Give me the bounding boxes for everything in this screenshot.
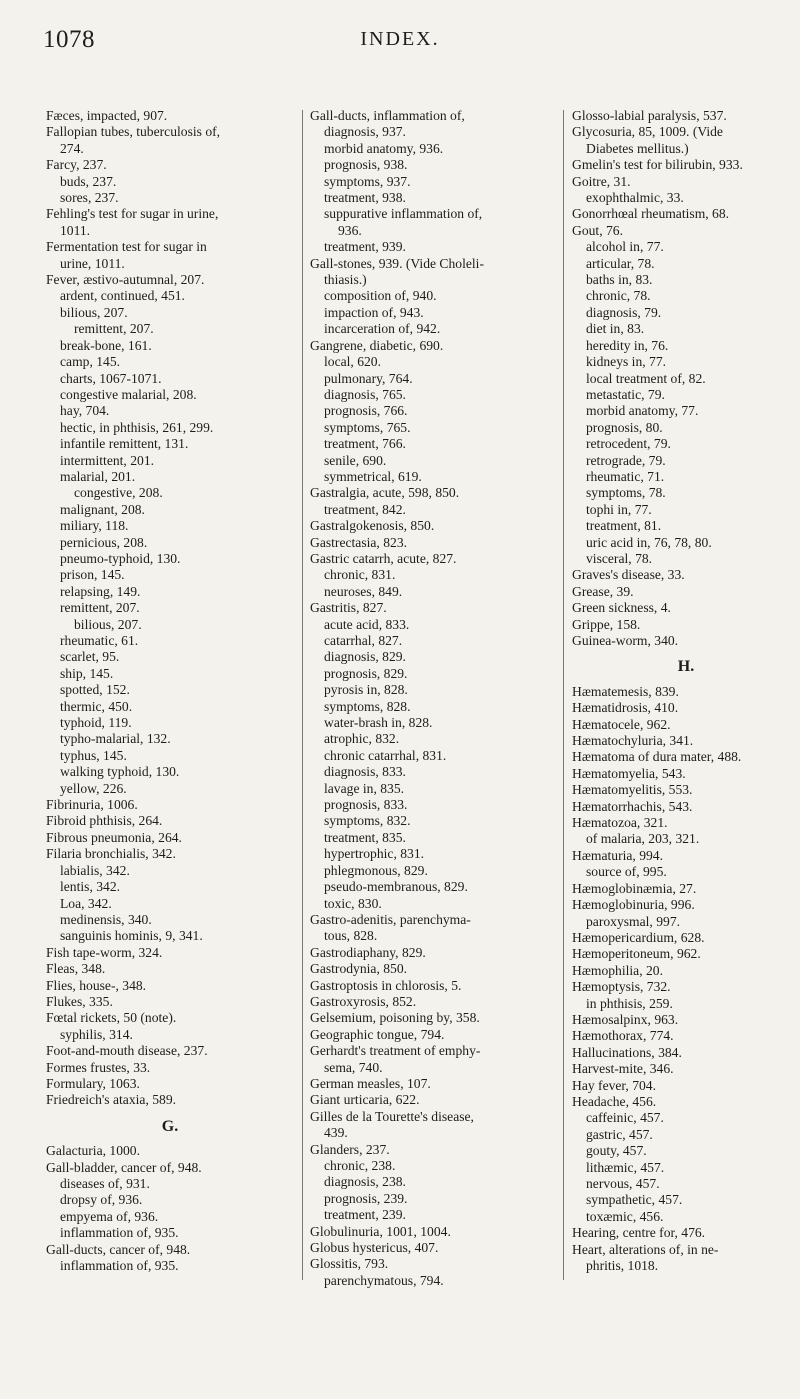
index-entry: prognosis, 829. bbox=[324, 665, 408, 681]
index-entry: Fallopian tubes, tuberculosis of, bbox=[46, 124, 221, 140]
index-entry: Farcy, 237. bbox=[46, 157, 107, 173]
index-entry: Hæmatomyelitis, 553. bbox=[572, 782, 693, 798]
index-entry: caffeinic, 457. bbox=[586, 1110, 664, 1126]
index-entry: Hæmatoma of dura mater, 488. bbox=[572, 749, 742, 765]
index-entry: catarrhal, 827. bbox=[324, 633, 403, 648]
index-entry: bilious, 207. bbox=[74, 616, 142, 632]
index-entry: hay, 704. bbox=[60, 403, 110, 419]
index-entry: morbid anatomy, 936. bbox=[324, 140, 444, 156]
index-entry: baths in, 83. bbox=[586, 272, 653, 288]
index-entry: source of, 995. bbox=[586, 864, 667, 880]
index-entry: Hæmoglobinuria, 996. bbox=[572, 897, 695, 913]
index-entry: toxic, 830. bbox=[324, 895, 382, 911]
index-entry: Gall-bladder, cancer of, 948. bbox=[46, 1159, 202, 1175]
index-entry: diagnosis, 238. bbox=[324, 1174, 406, 1190]
index-entry: nervous, 457. bbox=[586, 1176, 660, 1191]
index-entry: treatment, 842. bbox=[324, 501, 406, 517]
index-entry: prognosis, 80. bbox=[586, 419, 663, 435]
index-entry: ardent, continued, 451. bbox=[60, 288, 185, 304]
index-entry: urine, 1011. bbox=[60, 255, 125, 271]
index-entry: Fibrous pneumonia, 264. bbox=[46, 829, 182, 845]
index-entry: 1011. bbox=[60, 222, 91, 238]
index-entry: treatment, 239. bbox=[324, 1207, 406, 1223]
index-entry: Friedreich's ataxia, 589. bbox=[46, 1092, 177, 1108]
index-entry: gastric, 457. bbox=[586, 1126, 653, 1142]
index-entry: Grease, 39. bbox=[572, 583, 634, 599]
index-entry: Hæmatozoa, 321. bbox=[572, 815, 668, 831]
index-entry: alcohol in, 77. bbox=[586, 239, 664, 255]
index-entry: Hæmosalpinx, 963. bbox=[572, 1011, 679, 1027]
page-header bbox=[0, 26, 800, 66]
index-entry: Gastroxyrosis, 852. bbox=[310, 993, 417, 1009]
index-entry: chronic, 831. bbox=[324, 567, 396, 583]
index-entry: typho-malarial, 132. bbox=[60, 731, 171, 747]
index-entry: typhus, 145. bbox=[60, 747, 127, 763]
index-entry: prognosis, 833. bbox=[324, 797, 408, 813]
index-entry: Loa, 342. bbox=[60, 895, 112, 911]
index-entry: local, 620. bbox=[324, 354, 382, 370]
index-entry: Heart, alterations of, in ne- bbox=[572, 1241, 719, 1257]
index-entry: diet in, 83. bbox=[586, 321, 645, 337]
index-entry: relapsing, 149. bbox=[60, 583, 141, 599]
index-entry: Glosso-labial paralysis, 537. bbox=[572, 108, 727, 123]
index-entry: sanguinis hominis, 9, 341. bbox=[60, 928, 203, 944]
index-entry: lentis, 342. bbox=[60, 879, 121, 895]
index-entry: scarlet, 95. bbox=[60, 649, 120, 665]
index-entry: labialis, 342. bbox=[60, 862, 130, 878]
index-entry: typhoid, 119. bbox=[60, 715, 132, 731]
index-entry: sympathetic, 457. bbox=[586, 1192, 683, 1208]
index-entry: Glossitis, 793. bbox=[310, 1256, 389, 1272]
index-entry: camp, 145. bbox=[60, 354, 121, 370]
index-entry: symptoms, 828. bbox=[324, 698, 411, 714]
index-entry: break-bone, 161. bbox=[60, 337, 152, 353]
index-entry: ship, 145. bbox=[60, 665, 114, 681]
index-entry: Green sickness, 4. bbox=[572, 600, 671, 616]
index-entry: Flukes, 335. bbox=[46, 993, 113, 1009]
index-entry: syphilis, 314. bbox=[60, 1026, 133, 1042]
index-entry: Gastroptosis in chlorosis, 5. bbox=[310, 977, 462, 993]
index-entry: German measles, 107. bbox=[310, 1075, 431, 1091]
index-entry: hectic, in phthisis, 261, 299. bbox=[60, 419, 214, 435]
index-entry: Headache, 456. bbox=[572, 1093, 657, 1109]
index-entry: Hæmatocele, 962. bbox=[572, 716, 671, 732]
index-entry: morbid anatomy, 77. bbox=[586, 403, 699, 419]
index-entry: acute acid, 833. bbox=[324, 616, 410, 632]
index-entry: treatment, 939. bbox=[324, 239, 406, 255]
index-entry: retrocedent, 79. bbox=[586, 436, 671, 452]
index-entry: Fleas, 348. bbox=[46, 961, 106, 977]
index-entry: pulmonary, 764. bbox=[324, 370, 413, 386]
index-entry: 936. bbox=[338, 222, 362, 238]
index-entry: Gout, 76. bbox=[572, 222, 623, 238]
index-entry: impaction of, 943. bbox=[324, 304, 424, 320]
index-entry: metastatic, 79. bbox=[586, 386, 665, 402]
index-entry: prognosis, 766. bbox=[324, 403, 408, 419]
index-entry: Galacturia, 1000. bbox=[46, 1143, 140, 1159]
index-entry: congestive, 208. bbox=[74, 485, 163, 501]
index-entry: Globulinuria, 1001, 1004. bbox=[310, 1223, 451, 1239]
index-entry: pseudo-membranous, 829. bbox=[324, 879, 468, 895]
index-entry: Gall-ducts, cancer of, 948. bbox=[46, 1241, 191, 1257]
index-entry: prognosis, 938. bbox=[324, 157, 408, 173]
index-entry: miliary, 118. bbox=[60, 518, 129, 534]
index-entry: symptoms, 937. bbox=[324, 173, 411, 189]
index-entry: symptoms, 78. bbox=[586, 485, 666, 501]
index-entry: Fish tape-worm, 324. bbox=[46, 944, 163, 960]
index-entry: rheumatic, 71. bbox=[586, 468, 665, 484]
index-entry: inflammation of, 935. bbox=[60, 1258, 179, 1274]
index-entry: lavage in, 835. bbox=[324, 780, 405, 796]
index-entry: pernicious, 208. bbox=[60, 534, 148, 550]
index-entry: Hæmothorax, 774. bbox=[572, 1028, 674, 1044]
section-letter: G. bbox=[161, 1117, 179, 1135]
index-entry: Harvest-mite, 346. bbox=[572, 1061, 674, 1077]
index-entry: empyema of, 936. bbox=[60, 1208, 159, 1224]
index-entry: walking typhoid, 130. bbox=[60, 764, 180, 780]
index-entry: Hæmatochyluria, 341. bbox=[572, 733, 694, 749]
index-entry: Hæmoptysis, 732. bbox=[572, 979, 671, 995]
index-entry: inflammation of, 935. bbox=[60, 1225, 179, 1241]
index-entry: tous, 828. bbox=[324, 928, 378, 944]
index-entry: treatment, 81. bbox=[586, 518, 662, 534]
index-entry: dropsy of, 936. bbox=[60, 1192, 143, 1208]
index-entry: Giant urticaria, 622. bbox=[310, 1092, 420, 1108]
index-entry: pyrosis in, 828. bbox=[324, 682, 408, 698]
index-entry: articular, 78. bbox=[586, 255, 655, 271]
index-entry: Gastrodynia, 850. bbox=[310, 961, 408, 977]
index-entry: Hay fever, 704. bbox=[572, 1077, 657, 1093]
index-entry: remittent, 207. bbox=[74, 321, 154, 337]
index-entry: diseases of, 931. bbox=[60, 1176, 150, 1191]
index-entry: retrograde, 79. bbox=[586, 452, 666, 468]
index-entry: Fehling's test for sugar in urine, bbox=[46, 206, 219, 222]
index-entry: chronic, 238. bbox=[324, 1158, 396, 1173]
index-entry: treatment, 938. bbox=[324, 190, 406, 206]
index-entry: infantile remittent, 131. bbox=[60, 436, 189, 452]
index-entry: thermic, 450. bbox=[60, 698, 133, 714]
index-entry: Gastralgokenosis, 850. bbox=[310, 518, 435, 534]
index-entry: local treatment of, 82. bbox=[586, 370, 706, 386]
index-entry: Gastritis, 827. bbox=[310, 600, 387, 616]
column-divider bbox=[302, 110, 303, 1280]
index-entry: Gelsemium, poisoning by, 358. bbox=[310, 1010, 480, 1026]
index-entry: Gastric catarrh, acute, 827. bbox=[310, 550, 457, 566]
index-entry: hypertrophic, 831. bbox=[324, 846, 425, 862]
index-entry: Gastrectasia, 823. bbox=[310, 534, 408, 550]
index-entry: Gall-ducts, inflammation of, bbox=[310, 108, 465, 123]
index-entry: Gangrene, diabetic, 690. bbox=[310, 337, 444, 353]
index-entry: Glanders, 237. bbox=[310, 1141, 390, 1157]
index-entry: Formulary, 1063. bbox=[46, 1075, 140, 1091]
index-entry: spotted, 152. bbox=[60, 682, 130, 698]
index-entry: chronic catarrhal, 831. bbox=[324, 747, 447, 763]
index-column-1 bbox=[46, 108, 294, 1398]
index-entry: Hæmaturia, 994. bbox=[572, 847, 663, 863]
index-entry: Fæces, impacted, 907. bbox=[46, 108, 168, 123]
index-entry: 439. bbox=[324, 1125, 348, 1141]
column-divider bbox=[563, 110, 564, 1280]
index-entry: malarial, 201. bbox=[60, 468, 136, 484]
index-entry: lithæmic, 457. bbox=[586, 1159, 665, 1175]
index-entry: tophi in, 77. bbox=[586, 501, 652, 517]
index-column-3 bbox=[572, 108, 800, 1398]
index-entry: malignant, 208. bbox=[60, 501, 145, 517]
index-entry: of malaria, 203, 321. bbox=[586, 831, 700, 847]
index-entry: symptoms, 832. bbox=[324, 813, 411, 829]
index-entry: kidneys in, 77. bbox=[586, 354, 667, 370]
index-entry: Glycosuria, 85, 1009. (Vide bbox=[572, 124, 723, 140]
index-entry: phlegmonous, 829. bbox=[324, 862, 428, 878]
index-entry: paroxysmal, 997. bbox=[586, 913, 681, 929]
index-entry: sema, 740. bbox=[324, 1059, 383, 1075]
index-entry: 274. bbox=[60, 140, 84, 156]
index-entry: visceral, 78. bbox=[586, 550, 653, 566]
index-entry: intermittent, 201. bbox=[60, 452, 155, 468]
index-entry: neuroses, 849. bbox=[324, 583, 403, 599]
index-entry: water-brash in, 828. bbox=[324, 715, 433, 731]
index-entry: diagnosis, 833. bbox=[324, 764, 406, 780]
index-entry: Globus hystericus, 407. bbox=[310, 1240, 439, 1256]
index-entry: Guinea-worm, 340. bbox=[572, 633, 679, 648]
index-entry: Diabetes mellitus.) bbox=[586, 140, 689, 156]
index-entry: suppurative inflammation of, bbox=[324, 206, 483, 222]
index-entry: Goitre, 31. bbox=[572, 173, 631, 189]
index-entry: treatment, 766. bbox=[324, 436, 406, 452]
index-entry: Gonorrhœal rheumatism, 68. bbox=[572, 206, 730, 222]
section-letter: H. bbox=[677, 658, 695, 676]
index-entry: Flies, house-, 348. bbox=[46, 977, 147, 993]
index-entry: Gerhardt's treatment of emphy- bbox=[310, 1043, 481, 1059]
index-entry: Hæmopericardium, 628. bbox=[572, 929, 705, 945]
index-entry: thiasis.) bbox=[324, 272, 367, 288]
index-entry: bilious, 207. bbox=[60, 304, 128, 320]
index-entry: charts, 1067-1071. bbox=[60, 370, 162, 386]
index-entry: diagnosis, 937. bbox=[324, 124, 406, 140]
index-entry: Hæmatorrhachis, 543. bbox=[572, 798, 693, 814]
index-entry: parenchymatous, 794. bbox=[324, 1272, 444, 1288]
index-entry: Fever, æstivo-autumnal, 207. bbox=[46, 272, 205, 288]
index-entry: Hæmatomyelia, 543. bbox=[572, 765, 686, 781]
index-entry: Gastrodiaphany, 829. bbox=[310, 944, 426, 960]
index-entry: Fibroid phthisis, 264. bbox=[46, 813, 163, 829]
index-entry: diagnosis, 829. bbox=[324, 649, 406, 665]
index-entry: toxæmic, 456. bbox=[586, 1208, 664, 1224]
index-entry: pneumo-typhoid, 130. bbox=[60, 550, 181, 566]
index-entry: Fermentation test for sugar in bbox=[46, 239, 207, 255]
index-entry: chronic, 78. bbox=[586, 288, 651, 304]
page-title: INDEX. bbox=[360, 28, 440, 50]
index-entry: treatment, 835. bbox=[324, 829, 406, 845]
index-entry: sores, 237. bbox=[60, 190, 119, 206]
index-entry: prison, 145. bbox=[60, 567, 125, 583]
index-entry: gouty, 457. bbox=[586, 1143, 647, 1159]
index-entry: Grippe, 158. bbox=[572, 616, 641, 632]
index-entry: congestive malarial, 208. bbox=[60, 386, 197, 402]
index-column-2 bbox=[310, 108, 558, 1398]
index-entry: atrophic, 832. bbox=[324, 731, 400, 747]
index-entry: Hallucinations, 384. bbox=[572, 1044, 682, 1060]
index-entry: yellow, 226. bbox=[60, 780, 127, 796]
index-entry: remittent, 207. bbox=[60, 600, 140, 616]
index-entry: Gastralgia, acute, 598, 850. bbox=[310, 485, 460, 501]
index-entry: exophthalmic, 33. bbox=[586, 190, 684, 206]
index-entry: symptoms, 765. bbox=[324, 419, 411, 435]
index-entry: Graves's disease, 33. bbox=[572, 567, 685, 583]
index-entry: prognosis, 239. bbox=[324, 1190, 408, 1206]
index-entry: diagnosis, 765. bbox=[324, 386, 406, 402]
index-entry: Fœtal rickets, 50 (note). bbox=[46, 1010, 177, 1026]
index-entry: Filaria bronchialis, 342. bbox=[46, 846, 176, 862]
index-entry: Geographic tongue, 794. bbox=[310, 1026, 445, 1042]
index-entry: Hæmophilia, 20. bbox=[572, 962, 664, 978]
index-entry: Hearing, centre for, 476. bbox=[572, 1225, 706, 1241]
index-entry: Hæmoperitoneum, 962. bbox=[572, 946, 701, 962]
index-entry: Gall-stones, 939. (Vide Choleli- bbox=[310, 255, 484, 271]
index-entry: Formes frustes, 33. bbox=[46, 1059, 151, 1075]
index-entry: Gilles de la Tourette's disease, bbox=[310, 1108, 474, 1124]
index-entry: composition of, 940. bbox=[324, 288, 437, 304]
index-entry: symmetrical, 619. bbox=[324, 468, 422, 484]
index-entry: diagnosis, 79. bbox=[586, 304, 662, 320]
index-entry: buds, 237. bbox=[60, 173, 117, 189]
index-entry: rheumatic, 61. bbox=[60, 633, 139, 648]
index-entry: Hæmoglobinæmia, 27. bbox=[572, 880, 697, 896]
index-entry: senile, 690. bbox=[324, 452, 387, 468]
index-entry: heredity in, 76. bbox=[586, 337, 669, 353]
index-entry: in phthisis, 259. bbox=[586, 995, 673, 1011]
index-entry: medinensis, 340. bbox=[60, 911, 152, 927]
index-entry: Fibrinuria, 1006. bbox=[46, 797, 138, 813]
index-entry: incarceration of, 942. bbox=[324, 321, 441, 337]
index-entry: Foot-and-mouth disease, 237. bbox=[46, 1043, 208, 1059]
index-entry: uric acid in, 76, 78, 80. bbox=[586, 534, 712, 550]
page-number: 1078 bbox=[43, 26, 95, 53]
index-entry: Hæmatidrosis, 410. bbox=[572, 700, 679, 716]
index-entry: Gastro-adenitis, parenchyma- bbox=[310, 911, 471, 927]
index-entry: Gmelin's test for bilirubin, 933. bbox=[572, 157, 743, 173]
index-entry: phritis, 1018. bbox=[586, 1258, 659, 1274]
index-entry: Hæmatemesis, 839. bbox=[572, 683, 679, 699]
